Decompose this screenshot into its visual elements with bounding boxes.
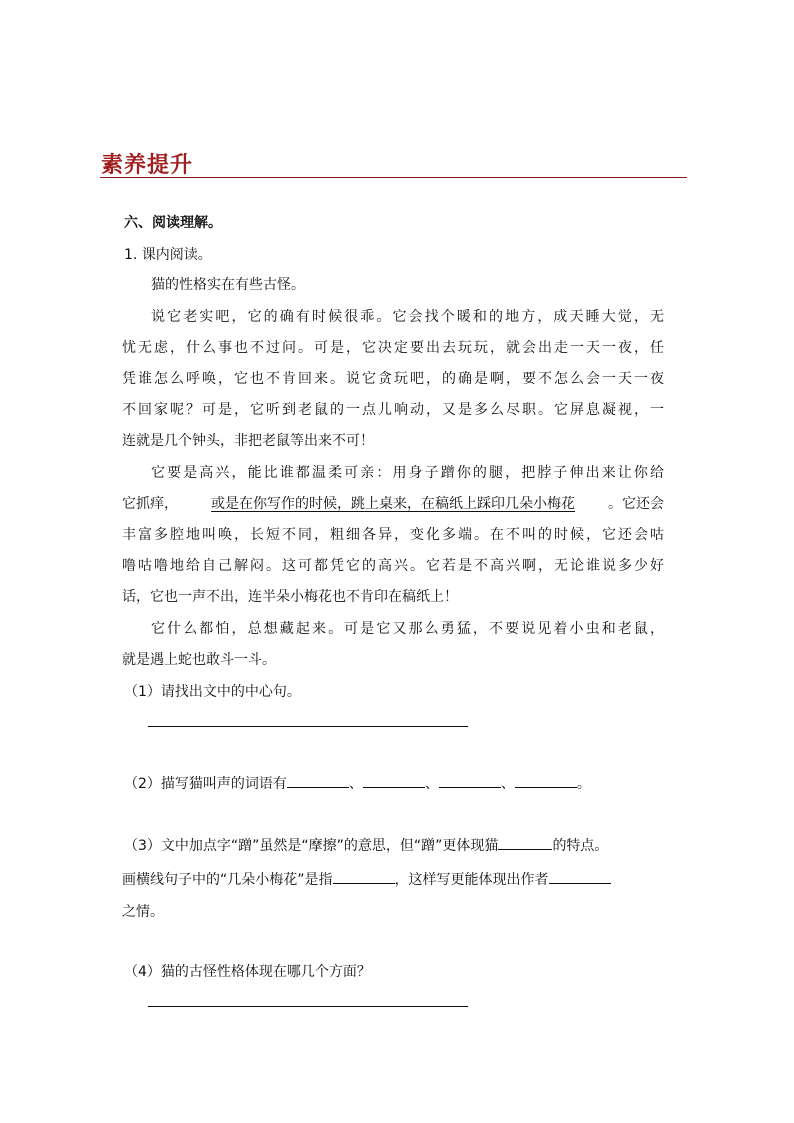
sub-question-1: （1）请找出文中的中心句。 xyxy=(124,684,301,700)
section-title: 素养提升 xyxy=(101,153,194,178)
answer-line-4[interactable] xyxy=(148,1006,468,1007)
passage-line: 说它老实吧，它的确有时候很乖。它会找个暖和的地方，成天睡大觉，无 xyxy=(151,309,664,325)
question-text: 画横线句子中的“几朵小梅花”是指 xyxy=(122,872,333,888)
answer-blank[interactable] xyxy=(363,773,425,788)
answer-blank[interactable] xyxy=(515,773,577,788)
passage-line: 不回家呢？可是，它听到老鼠的一点儿响动，又是多么尽职。它屏息凝视，一 xyxy=(122,402,664,418)
sub-question-4: （4）猫的古怪性格体现在哪几个方面？ xyxy=(124,964,371,980)
exercise-heading: 六、阅读理解。 xyxy=(124,215,222,231)
passage-line-with-underline xyxy=(122,493,664,513)
passage-line: 它什么都怕，总想藏起来。可是它又那么勇猛，不要说见着小虫和老鼠， xyxy=(151,621,664,637)
passage-line: 就是遇上蛇也敢斗一斗。 xyxy=(122,652,276,668)
passage-line: 噜咕噜地给自己解闷。这可都凭它的高兴。它若是不高兴啊，无论谁说多少好 xyxy=(122,558,664,574)
sub-question-3 xyxy=(124,835,608,855)
sub-question-3-line-3: 之情。 xyxy=(122,904,164,920)
passage-line: 话，它也一声不出，连半朵小梅花也不肯印在稿纸上！ xyxy=(122,589,458,605)
underlined-sentence: 或是在你写作的时候，跳上桌来，在稿纸上踩印几朵小梅花 xyxy=(211,496,575,512)
sub-question-2 xyxy=(124,773,591,793)
passage-text: 。它还会 xyxy=(608,496,664,512)
answer-blank[interactable] xyxy=(333,869,395,884)
sub-question-3-line-2 xyxy=(122,869,611,889)
answer-blank[interactable] xyxy=(498,835,552,850)
question-text: ，这样写更能体现出作者 xyxy=(394,872,549,888)
question-text: （3）文中加点字“蹭”虽然是“摩擦”的意思，但“蹭”更体现猫 xyxy=(124,838,499,854)
question-text: （2）描写猫叫声的词语有 xyxy=(124,776,287,792)
answer-blank[interactable] xyxy=(439,773,501,788)
answer-blank[interactable] xyxy=(549,869,611,884)
passage-paragraph-1: 猫的性格实在有些古怪。 xyxy=(151,277,305,293)
passage-line: 丰富多腔地叫唤，长短不同，粗细各异，变化多端。在不叫的时候，它还会咕 xyxy=(122,527,664,543)
passage-text: 它抓痒， xyxy=(122,496,178,512)
question-text: 的特点。 xyxy=(552,838,609,854)
passage-line: 连就是几个钟头，非把老鼠等出来不可！ xyxy=(122,433,374,449)
separator: 、 xyxy=(348,776,363,792)
section-title-rule xyxy=(100,177,687,178)
passage-line: 忧无虑，什么事也不过问。可是，它决定要出去玩玩，就会出走一天一夜，任 xyxy=(122,340,664,356)
question-end: 。 xyxy=(576,776,591,792)
passage-line: 凭谁怎么呼唤，它也不肯回来。说它贪玩吧，的确是啊，要不怎么会一天一夜 xyxy=(122,371,664,387)
question-label: 1. 课内阅读。 xyxy=(124,247,212,263)
separator: 、 xyxy=(500,776,515,792)
answer-blank[interactable] xyxy=(287,773,349,788)
passage-line: 它要是高兴，能比谁都温柔可亲：用身子蹭你的腿，把脖子伸出来让你给 xyxy=(151,465,664,481)
answer-line-1[interactable] xyxy=(148,726,468,727)
separator: 、 xyxy=(424,776,439,792)
